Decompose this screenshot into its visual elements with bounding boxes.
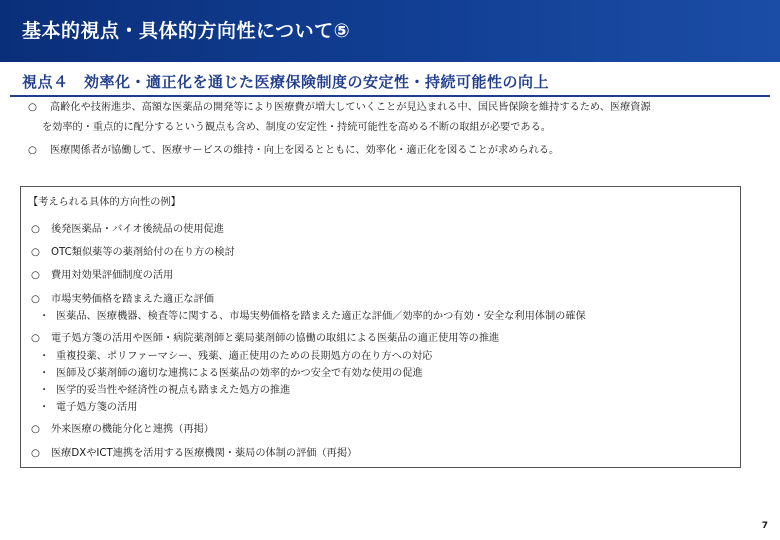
intro-paragraph-1-line-1 (28, 101, 651, 115)
circle-bullet-icon: ○ (31, 247, 40, 258)
intro-text: を効率的・重点的に配分するという観点も含め、制度の安定性・持続可能性を高める不断の取組が必要である。 (42, 122, 551, 133)
box-heading: 【考えられる具体的方向性の例】 (28, 197, 181, 208)
circle-bullet-icon: ○ (28, 102, 37, 113)
intro-text: 医療関係者が協働して、医療サービスの維持・向上を図るとともに、効率化・適正化を図ることが求められる。 (50, 145, 560, 156)
circle-bullet-icon: ○ (31, 333, 40, 344)
circle-bullet-icon: ○ (31, 270, 40, 281)
circle-bullet-icon: ○ (28, 145, 37, 156)
circle-bullet-icon: ○ (31, 224, 40, 235)
sub-list-item: ・ 重複投薬、ポリファーマシー、残薬、適正使用のための長期処方の在り方への対応 (39, 347, 432, 362)
list-item: ○ 市場実勢価格を踏まえた適正な評価 (31, 294, 214, 305)
dot-bullet-icon: ・ (39, 368, 50, 379)
header-bar (0, 0, 780, 62)
intro-paragraph-1-line-2 (42, 121, 551, 135)
list-item: ○ 外来医療の機能分化と連携（再掲） (31, 424, 214, 435)
list-item: ○ 費用対効果評価制度の活用 (31, 270, 174, 281)
list-item: ○ OTC類似薬等の薬剤給付の在り方の検討 (31, 247, 235, 258)
list-item: ○ 電子処方箋の活用や医師・病院薬剤師と薬局薬剤師の協働の取組による医薬品の適正使用等の推進 (31, 333, 500, 344)
page-title: 基本的視点・具体的方向性について⑤ (22, 20, 351, 42)
intro-text: 高齢化や技術進歩、高額な医薬品の開発等により医療費が増大していくことが見込まれる中、国民皆保険を維持するため、医療資源 (50, 102, 651, 113)
dot-bullet-icon: ・ (39, 351, 50, 362)
intro-paragraph-2 (28, 144, 559, 158)
circle-bullet-icon: ○ (31, 294, 40, 305)
sub-list-item: ・ 医学的妥当性や経済性の視点も踏まえた処方の推進 (39, 381, 290, 396)
list-item: ○ 医療DXやICT連携を活用する医療機関・薬局の体制の評価（再掲） (31, 448, 358, 459)
sub-list-item: ・ 医薬品、医療機器、検査等に関する、市場実勢価格を踏まえた適正な評価／効率的かつ有効・安全な利用体制の確保 (39, 307, 586, 322)
section-subtitle: 視点４ 効率化・適正化を通じた医療保険制度の安定性・持続可能性の向上 (22, 73, 550, 91)
sub-list-item: ・ 電子処方箋の活用 (39, 398, 138, 413)
examples-box (20, 186, 741, 468)
page-number: 7 (761, 521, 768, 531)
list-item: ○ 後発医薬品・バイオ後続品の使用促進 (31, 224, 224, 235)
circle-bullet-icon: ○ (31, 448, 40, 459)
dot-bullet-icon: ・ (39, 402, 50, 413)
dot-bullet-icon: ・ (39, 311, 50, 322)
dot-bullet-icon: ・ (39, 385, 50, 396)
circle-bullet-icon: ○ (31, 424, 40, 435)
sub-list-item: ・ 医師及び薬剤師の適切な連携による医薬品の効率的かつ安全で有効な使用の促進 (39, 364, 423, 379)
subtitle-underline (10, 95, 770, 97)
